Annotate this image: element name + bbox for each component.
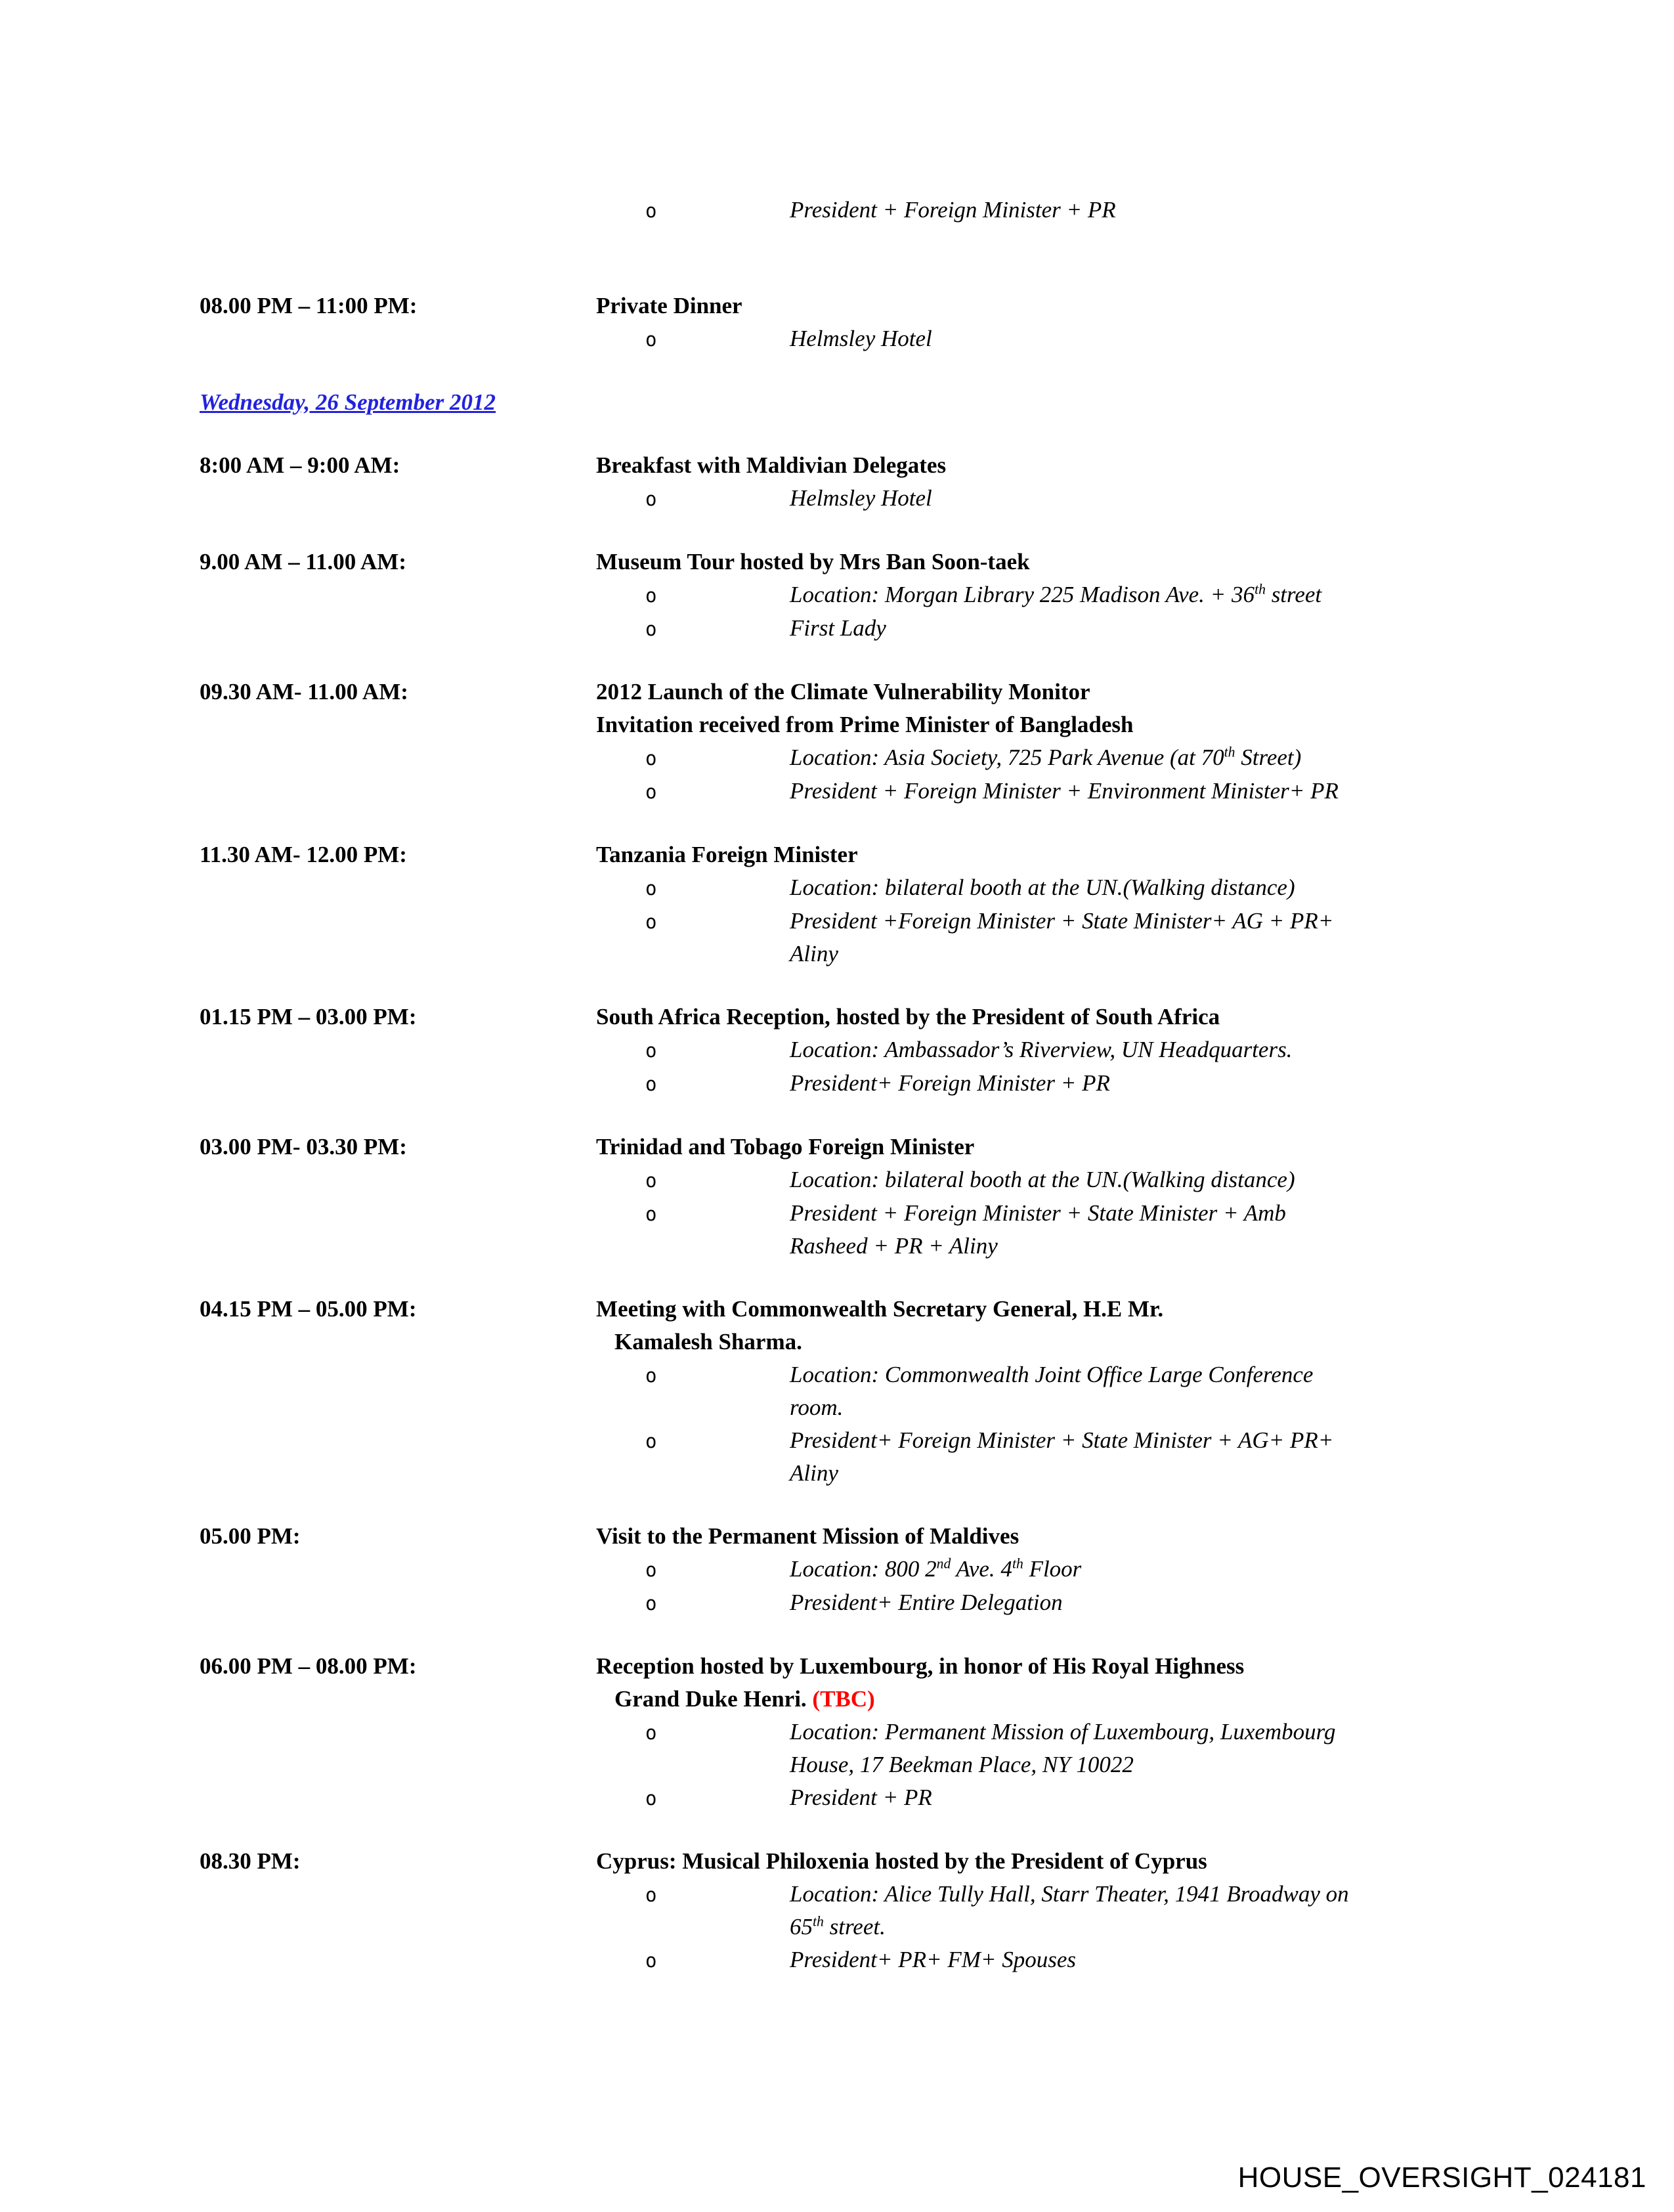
bullet-item — [596, 1163, 1607, 1197]
event-content — [596, 1131, 1607, 1263]
schedule-event — [200, 546, 1648, 645]
bullet-item — [596, 1878, 1607, 1943]
event-title-line: Grand Duke Henri. (TBC) — [614, 1686, 875, 1712]
event-content — [596, 194, 1607, 227]
event-time: 8:00 AM – 9:00 AM: — [200, 452, 400, 478]
bullet-item — [596, 1424, 1607, 1490]
event-content — [596, 1520, 1607, 1620]
event-time: 04.15 PM – 05.00 PM: — [200, 1296, 417, 1322]
bullet-marker: o — [645, 200, 657, 222]
bullet-text — [790, 482, 932, 515]
event-title-line: South Africa Reception, hosted by the President of South Africa — [596, 1004, 1220, 1030]
bullet-text — [790, 871, 1295, 904]
bullet-line: Location: bilateral booth at the UN.(Walking distance) — [790, 875, 1295, 900]
bullet-item — [596, 612, 1607, 645]
event-content — [596, 1650, 1607, 1815]
event-time: 08.00 PM – 11:00 PM: — [200, 293, 418, 318]
event-title-line: Kamalesh Sharma. — [614, 1329, 802, 1355]
schedule-event — [200, 449, 1648, 515]
event-content — [596, 838, 1607, 970]
bullet-marker: o — [645, 1364, 657, 1387]
bullet-item — [596, 482, 1607, 515]
bullet-text — [790, 322, 932, 355]
bullet-marker: o — [645, 488, 657, 510]
bullet-marker: o — [645, 618, 657, 640]
bullet-line: Rasheed + PR + Aliny — [790, 1233, 998, 1259]
bullet-text — [790, 1424, 1333, 1490]
bullet-marker: o — [645, 911, 657, 933]
bullet-marker: o — [645, 1722, 657, 1744]
bullet-marker: o — [645, 1203, 657, 1225]
bullet-item — [596, 194, 1607, 227]
bullet-text — [790, 1943, 1076, 1976]
schedule-event — [200, 676, 1648, 808]
bullet-marker: o — [645, 1073, 657, 1095]
bullet-marker: o — [645, 1949, 657, 1972]
schedule-event — [200, 1131, 1648, 1263]
bullet-text — [790, 1067, 1110, 1100]
event-title-line: Visit to the Permanent Mission of Maldives — [596, 1523, 1019, 1549]
event-time: 03.00 PM- 03.30 PM: — [200, 1134, 407, 1160]
event-content — [596, 676, 1607, 808]
bullet-line: House, 17 Beekman Place, NY 10022 — [790, 1752, 1134, 1777]
superscript: th — [1012, 1555, 1023, 1572]
bullet-line: Aliny — [790, 1460, 838, 1486]
bullet-marker: o — [645, 781, 657, 803]
bullet-line: Location: Morgan Library 225 Madison Ave. + 36th street — [790, 581, 1322, 607]
schedule-event — [200, 1001, 1648, 1100]
event-title-line: Meeting with Commonwealth Secretary General, H.E Mr. — [596, 1296, 1164, 1322]
bullet-marker: o — [645, 328, 657, 351]
event-time: 08.30 PM: — [200, 1848, 301, 1874]
event-title-line: Trinidad and Tobago Foreign Minister — [596, 1134, 975, 1160]
bullet-text — [790, 741, 1301, 774]
bullet-line: President + Foreign Minister + Environment Minister+ PR — [790, 778, 1339, 804]
bullet-text — [790, 1197, 1286, 1263]
bullet-item — [596, 775, 1607, 808]
event-time: 01.15 PM – 03.00 PM: — [200, 1004, 417, 1030]
bullet-text — [790, 1358, 1313, 1424]
schedule-event — [200, 838, 1648, 970]
bullet-line: President +Foreign Minister + State Minister+ AG + PR+ — [790, 908, 1334, 934]
bullet-line: Location: bilateral booth at the UN.(Walking distance) — [790, 1167, 1295, 1192]
bullet-line: First Lady — [790, 615, 886, 641]
bullet-item — [596, 1781, 1607, 1815]
event-time: 9.00 AM – 11.00 AM: — [200, 549, 406, 575]
bullet-item — [596, 1943, 1607, 1977]
top-events-section — [200, 194, 1648, 356]
bullet-marker: o — [645, 1169, 657, 1192]
bullet-marker: o — [645, 877, 657, 900]
superscript: th — [1224, 744, 1235, 760]
bullet-line: President+ PR+ FM+ Spouses — [790, 1947, 1077, 1972]
bullet-line: President + Foreign Minister + PR — [790, 197, 1116, 223]
bullet-text — [790, 1586, 1063, 1619]
bullet-text — [790, 1163, 1295, 1196]
superscript: th — [1255, 581, 1266, 597]
superscript: nd — [936, 1555, 951, 1572]
event-time: 09.30 AM- 11.00 AM: — [200, 679, 408, 705]
bullet-text — [790, 194, 1116, 227]
schedule-event — [200, 194, 1648, 227]
event-content — [596, 449, 1607, 515]
bullet-line: President+ Entire Delegation — [790, 1590, 1063, 1615]
event-title-line: Cyprus: Musical Philoxenia hosted by the President of Cyprus — [596, 1848, 1207, 1874]
bullet-line: Location: Alice Tully Hall, Starr Theater, 1941 Broadway on — [790, 1881, 1349, 1907]
bullet-item — [596, 1586, 1607, 1620]
event-title-line: 2012 Launch of the Climate Vulnerability Monitor — [596, 679, 1090, 705]
event-title-line: Tanzania Foreign Minister — [596, 842, 858, 867]
tbc-label: (TBC) — [812, 1686, 875, 1712]
event-time: 06.00 PM – 08.00 PM: — [200, 1653, 417, 1679]
bullet-text — [790, 1553, 1081, 1586]
schedule-event — [200, 290, 1648, 356]
bullet-line: President + Foreign Minister + State Minister + Amb — [790, 1200, 1286, 1226]
event-time: 05.00 PM: — [200, 1523, 301, 1549]
bullet-line: Location: Commonwealth Joint Office Large Conference — [790, 1362, 1314, 1387]
event-title-line: Private Dinner — [596, 293, 742, 318]
bullet-marker: o — [645, 1592, 657, 1615]
footer-document-id: HOUSE_OVERSIGHT_024181 — [1237, 2161, 1646, 2194]
bullet-item — [596, 1033, 1607, 1067]
bullet-item — [596, 1553, 1607, 1586]
bullet-item — [596, 1067, 1607, 1100]
bullet-item — [596, 578, 1607, 612]
bullet-text — [790, 1033, 1292, 1066]
bullet-marker: o — [645, 747, 657, 770]
event-content — [596, 1293, 1607, 1490]
day-header: Wednesday, 26 September 2012 — [200, 389, 496, 415]
bullet-line: room. — [790, 1395, 844, 1420]
bullet-item — [596, 741, 1607, 775]
schedule-event — [200, 1520, 1648, 1620]
event-content — [596, 1001, 1607, 1100]
events-section — [200, 449, 1648, 1977]
event-title-line: Reception hosted by Luxembourg, in honor of His Royal Highness — [596, 1653, 1245, 1679]
bullet-marker: o — [645, 1787, 657, 1810]
bullet-text — [790, 1716, 1336, 1781]
bullet-marker: o — [645, 1039, 657, 1062]
event-content — [596, 1845, 1607, 1977]
bullet-line: President+ Foreign Minister + PR — [790, 1070, 1110, 1096]
superscript: th — [813, 1913, 824, 1930]
bullet-item — [596, 1358, 1607, 1424]
bullet-line: 65th street. — [790, 1913, 886, 1940]
bullet-line: Helmsley Hotel — [790, 485, 932, 511]
bullet-text — [790, 578, 1321, 611]
event-content — [596, 290, 1607, 356]
event-title-line: Invitation received from Prime Minister of Bangladesh — [596, 712, 1134, 737]
bullet-text — [790, 1878, 1349, 1943]
bullet-line: Location: Permanent Mission of Luxembourg, Luxembourg — [790, 1719, 1336, 1745]
event-content — [596, 546, 1607, 645]
bullet-item — [596, 322, 1607, 356]
bullet-marker: o — [645, 1430, 657, 1452]
bullet-line: Aliny — [790, 941, 838, 966]
schedule-event — [200, 1845, 1648, 1977]
event-title-line: Museum Tour hosted by Mrs Ban Soon-taek — [596, 549, 1030, 575]
bullet-line: Helmsley Hotel — [790, 326, 932, 351]
schedule-event — [200, 1650, 1648, 1815]
bullet-line: President+ Foreign Minister + State Minister + AG+ PR+ — [790, 1427, 1334, 1453]
bullet-text — [790, 612, 886, 645]
bullet-item — [596, 905, 1607, 970]
bullet-marker: o — [645, 1559, 657, 1581]
bullet-marker: o — [645, 584, 657, 607]
bullet-text — [790, 1781, 932, 1814]
bullet-line: Location: 800 2nd Ave. 4th Floor — [790, 1555, 1082, 1582]
event-title-line: Breakfast with Maldivian Delegates — [596, 452, 947, 478]
bullet-item — [596, 1716, 1607, 1781]
event-time: 11.30 AM- 12.00 PM: — [200, 842, 407, 867]
bullet-line: Location: Asia Society, 725 Park Avenue (at 70th Street) — [790, 744, 1302, 770]
bullet-line: Location: Ambassador’s Riverview, UN Headquarters. — [790, 1037, 1293, 1062]
schedule-event — [200, 1293, 1648, 1490]
bullet-item — [596, 871, 1607, 905]
bullet-text — [790, 905, 1333, 970]
bullet-item — [596, 1197, 1607, 1263]
bullet-line: President + PR — [790, 1785, 932, 1810]
bullet-text — [790, 775, 1339, 808]
bullet-marker: o — [645, 1884, 657, 1906]
